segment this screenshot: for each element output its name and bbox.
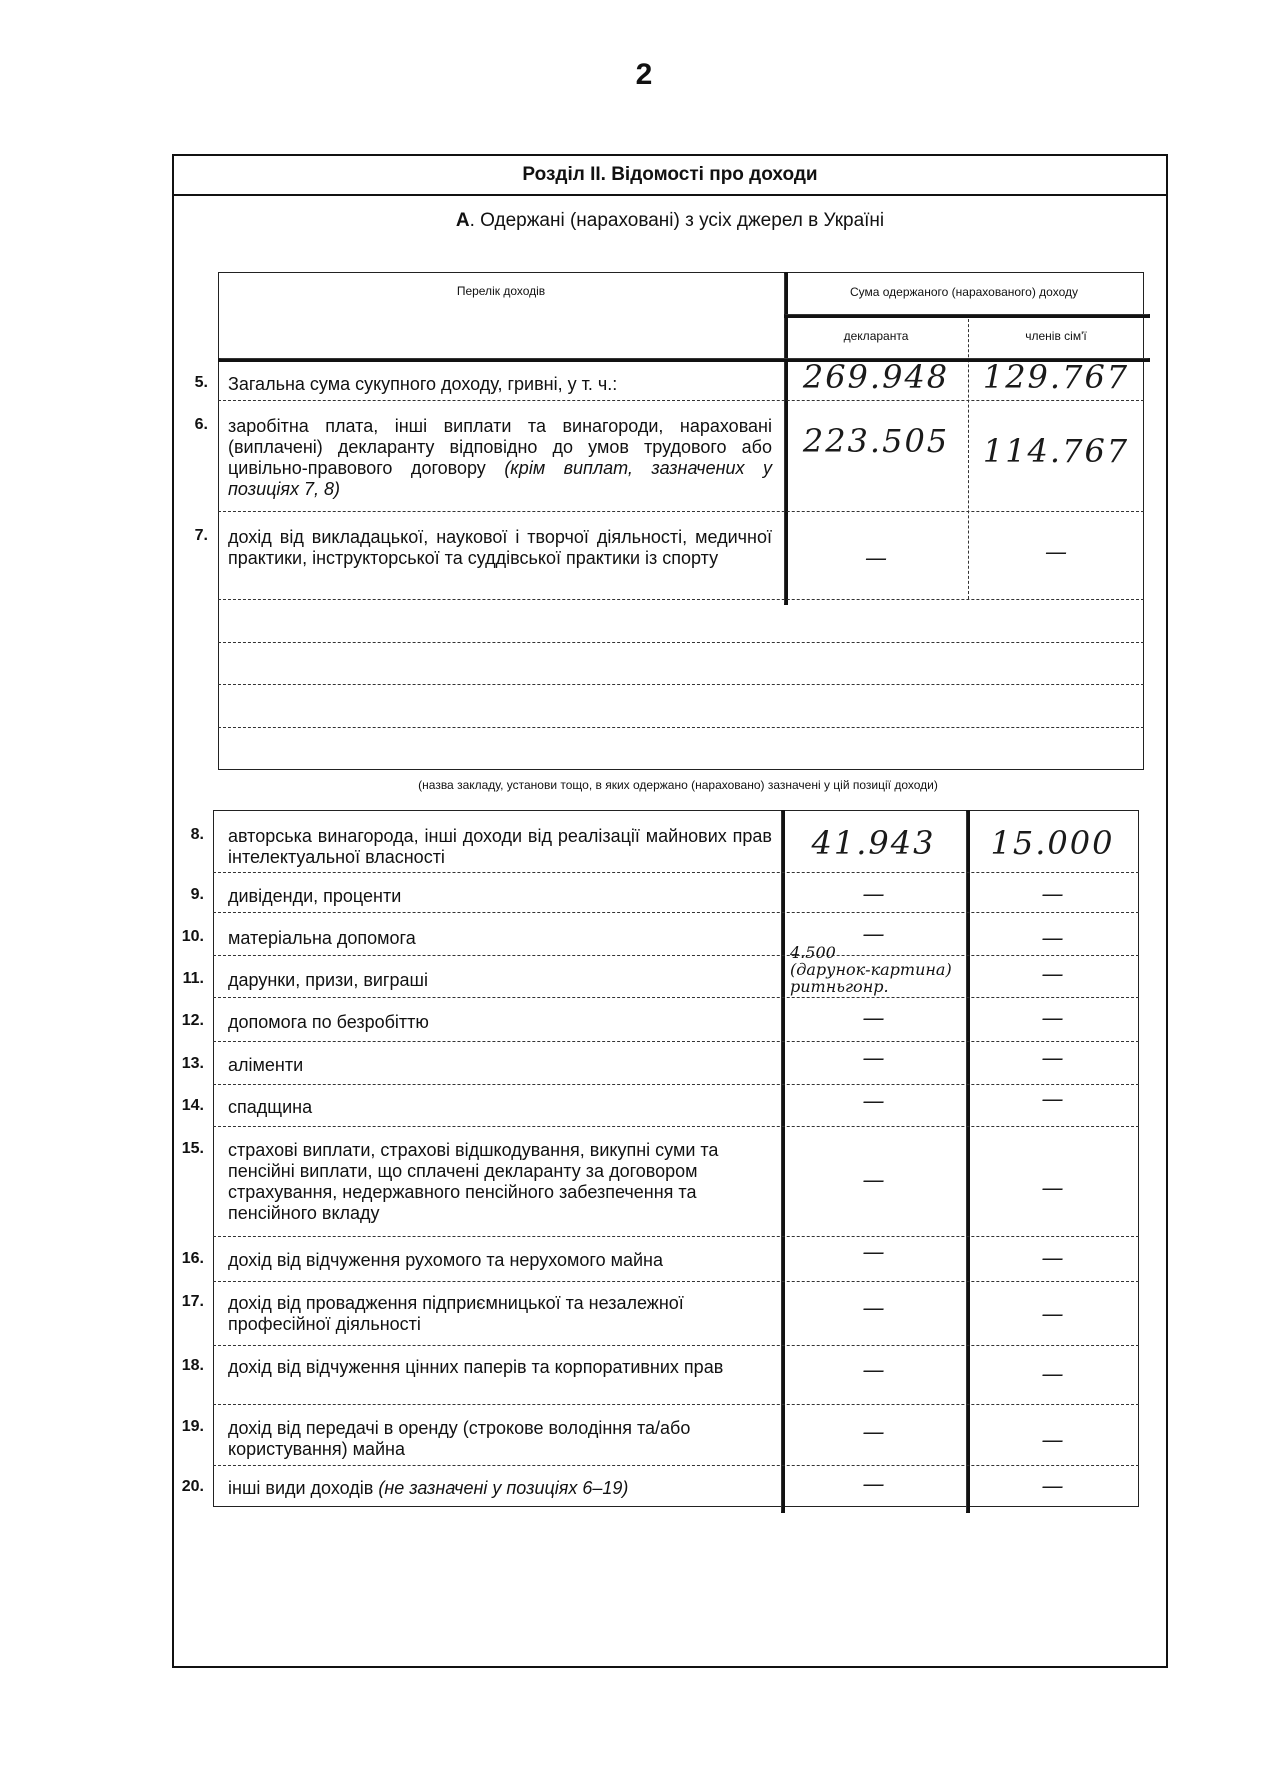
- income-table-a: [218, 272, 1144, 770]
- row-divider: [213, 1281, 1139, 1282]
- row-label-note: (не зазначені у позиціях 6–19): [378, 1478, 629, 1498]
- family-value: —: [1041, 1302, 1064, 1327]
- row-divider: [213, 912, 1139, 913]
- row-divider: [218, 400, 1144, 401]
- declarant-value: —: [862, 1358, 885, 1383]
- family-value: 129.767: [982, 358, 1130, 396]
- row-label-note: (крім виплат, зазначених у позиціях 7, 8): [228, 458, 772, 499]
- declarant-value: 223.505: [802, 422, 950, 460]
- row-number: 13.: [181, 1055, 204, 1072]
- declarant-value: —: [862, 1420, 885, 1445]
- row-label: дарунки, призи, виграші: [228, 970, 428, 990]
- row-divider: [213, 1345, 1139, 1346]
- header-family: членів сім'ї: [1025, 329, 1087, 343]
- row-divider: [213, 997, 1139, 998]
- row-label: дохід від викладацької, наукової і творчої діяльності, медичної практики, інструкторської та суддівської практики із спорту: [228, 527, 772, 568]
- row-label: [228, 416, 772, 500]
- declarant-value: —: [865, 546, 887, 571]
- row-label: дивіденди, проценти: [228, 886, 402, 906]
- row-divider: [213, 955, 1139, 956]
- row-number: 6.: [194, 416, 208, 433]
- declarant-value: —: [862, 1089, 885, 1114]
- row-label-text: інші види доходів: [228, 1478, 379, 1498]
- row-divider: [218, 599, 1144, 600]
- row-number: 14.: [181, 1097, 204, 1114]
- row-label: спадщина: [228, 1097, 313, 1117]
- declarant-value: —: [862, 922, 885, 947]
- family-value: —: [1041, 1246, 1064, 1271]
- row-number: 10.: [181, 928, 204, 945]
- row-label: дохід від відчуження цінних паперів та корпоративних прав: [228, 1357, 724, 1377]
- declarant-value: 41.943: [811, 824, 936, 862]
- row-number: 17.: [181, 1293, 204, 1310]
- family-value: —: [1045, 540, 1067, 565]
- row-number: 20.: [181, 1478, 204, 1495]
- row-label: аліменти: [228, 1055, 304, 1075]
- row-label: страхові виплати, страхові відшкодування, викупні суми та пенсійні виплати, що сплачені декларанту за договором страхування, недержавного пенсійного забезпечення та пенсійного вкладу: [228, 1140, 719, 1223]
- row-divider: [213, 1084, 1139, 1085]
- family-value: —: [1041, 1362, 1064, 1387]
- row-divider: [213, 872, 1139, 873]
- row-divider: [213, 1126, 1139, 1127]
- gift-handwritten-note: [790, 944, 990, 995]
- row-label: допомога по безробіттю: [228, 1012, 429, 1032]
- section-title: Розділ ІІ. Відомості про доходи: [174, 156, 1166, 196]
- row-number: 7.: [194, 527, 208, 544]
- family-value: —: [1041, 962, 1064, 987]
- row-divider: [784, 314, 1150, 318]
- subsection-text: . Одержані (нараховані) з усіх джерел в Україні: [469, 210, 885, 231]
- declarant-value: —: [862, 1240, 885, 1265]
- gift-description: (дарунок-картина): [790, 960, 952, 979]
- row-label: матеріальна допомога: [228, 928, 416, 948]
- row-label: [228, 1478, 772, 1499]
- row-label-text: заробітна плата, інші виплати та винагороди, нараховані (виплачені) декларанту відповідно до умов трудового або цивільно-правового договору: [228, 416, 772, 478]
- row-label: авторська винагорода, інші доходи від реалізації майнових прав інтелектуальної власності: [228, 826, 772, 867]
- col-divider: [966, 810, 970, 1513]
- row-label: дохід від передачі в оренду (строкове володіння та/або користування) майна: [228, 1418, 691, 1459]
- family-value: —: [1041, 1474, 1064, 1499]
- row-number: 12.: [181, 1012, 204, 1029]
- declarant-value: —: [862, 1006, 885, 1031]
- subsection-letter: А: [455, 210, 470, 231]
- row-divider: [213, 1041, 1139, 1042]
- declarant-value: —: [862, 1296, 885, 1321]
- family-value: 15.000: [990, 824, 1115, 862]
- row-number: 16.: [181, 1250, 204, 1267]
- subsection-title: [174, 210, 1166, 232]
- row-divider: [218, 642, 1144, 643]
- row-divider: [218, 727, 1144, 728]
- row-divider: [213, 1404, 1139, 1405]
- declarant-value: —: [862, 1046, 885, 1071]
- header-declarant: декларанта: [843, 329, 909, 343]
- row-divider: [218, 684, 1144, 685]
- row-number: 8.: [190, 826, 204, 843]
- family-value: —: [1041, 926, 1064, 951]
- institution-note: (назва закладу, установи тощо, в яких одержано (нараховано) зазначені у цій позиції доходи): [418, 778, 938, 792]
- family-value: —: [1041, 1176, 1064, 1201]
- row-divider: [213, 1465, 1139, 1466]
- row-label: дохід від провадження підприємницької та незалежної професійної діяльності: [228, 1293, 684, 1334]
- header-income-sum: Сума одержаного (нарахованого) доходу: [849, 285, 1078, 299]
- family-value: —: [1041, 1428, 1064, 1453]
- declarant-value: 269.948: [802, 358, 950, 396]
- family-value: —: [1041, 1046, 1064, 1071]
- row-divider: [218, 511, 1144, 512]
- gift-remark: ритньгонр.: [790, 977, 889, 996]
- row-number: 11.: [182, 970, 204, 987]
- row-label: дохід від відчуження рухомого та нерухомого майна: [228, 1250, 663, 1270]
- declarant-value: —: [862, 882, 885, 907]
- row-divider: [213, 1236, 1139, 1237]
- row-label: Загальна сума сукупного доходу, гривні, у т. ч.:: [228, 374, 618, 394]
- row-number: 15.: [181, 1140, 204, 1157]
- family-value: —: [1041, 1006, 1064, 1031]
- family-value: —: [1041, 882, 1064, 907]
- row-number: 9.: [190, 886, 204, 903]
- col-divider: [781, 810, 785, 1513]
- header-income-list: Перелік доходів: [456, 284, 546, 298]
- declarant-value: —: [862, 1168, 885, 1193]
- page-number: 2: [635, 58, 653, 91]
- gift-amount: 4.500: [790, 943, 836, 962]
- family-value: 114.767: [982, 432, 1130, 470]
- row-number: 5.: [194, 374, 208, 391]
- row-number: 19.: [181, 1418, 204, 1435]
- row-number: 18.: [181, 1357, 204, 1374]
- family-value: —: [1041, 1087, 1064, 1112]
- declarant-value: —: [862, 1472, 885, 1497]
